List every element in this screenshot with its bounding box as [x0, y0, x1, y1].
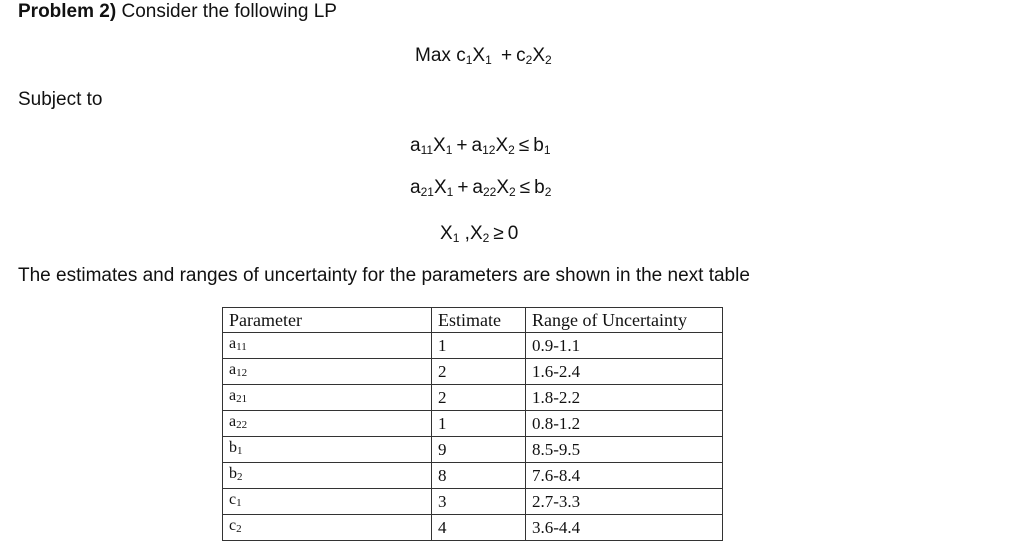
parameter-subscript: 21 [236, 393, 248, 405]
estimate-cell: 4 [432, 515, 526, 541]
coef-sub: 22 [483, 185, 497, 199]
rhs: b [534, 177, 545, 198]
var-sub: 2 [509, 185, 516, 199]
parameter-subscript: 22 [236, 419, 248, 431]
objective-max: Max [415, 45, 451, 66]
coef: a [410, 177, 421, 198]
var-sub: 2 [482, 231, 490, 245]
parameter-cell [223, 385, 432, 411]
parameter-cell [223, 333, 432, 359]
problem-heading [18, 1, 337, 23]
range-cell: 1.8-2.2 [526, 385, 723, 411]
column-header: Estimate [432, 308, 526, 333]
greater-equal: ≥ [493, 223, 504, 244]
estimate-cell: 9 [432, 437, 526, 463]
objective-var: X [472, 45, 486, 66]
objective-coef: c [516, 45, 526, 66]
estimate-cell: 8 [432, 463, 526, 489]
range-cell: 2.7-3.3 [526, 489, 723, 515]
var-sub: 1 [446, 185, 454, 199]
parameter-symbol: a [229, 361, 237, 378]
parameter-symbol: a [229, 335, 237, 352]
coef-sub: 12 [482, 143, 496, 157]
subject-to-label: Subject to [18, 89, 103, 110]
coef: a [472, 177, 483, 198]
parameter-cell [223, 437, 432, 463]
estimate-cell: 1 [432, 333, 526, 359]
table-row [223, 489, 723, 515]
problem-number: Problem 2) [18, 1, 117, 22]
parameter-table [222, 307, 723, 541]
parameter-symbol: a [229, 413, 237, 430]
parameter-subscript: 11 [236, 341, 247, 353]
parameter-symbol: b [229, 439, 237, 456]
table-row [223, 463, 723, 489]
separator: , [459, 223, 470, 244]
less-equal: ≤ [519, 177, 531, 198]
objective-coef: c [456, 45, 466, 66]
var-sub: 2 [508, 143, 515, 157]
range-cell: 8.5-9.5 [526, 437, 723, 463]
parameter-cell [223, 489, 432, 515]
estimate-cell: 3 [432, 489, 526, 515]
parameter-symbol: a [229, 387, 237, 404]
column-header: Range of Uncertainty [526, 308, 723, 333]
rhs-sub: 1 [543, 143, 551, 157]
problem-statement: Consider the following LP [121, 1, 337, 22]
parameter-cell [223, 515, 432, 541]
parameter-symbol: b [229, 465, 237, 482]
objective-var: X [532, 45, 546, 66]
parameter-subscript: 1 [236, 497, 242, 509]
table-row [223, 385, 723, 411]
table-row [223, 437, 723, 463]
range-cell: 0.9-1.1 [526, 333, 723, 359]
var: X [433, 177, 447, 198]
coef-sub: 11 [420, 143, 434, 157]
constraint-1 [410, 135, 551, 157]
range-cell: 1.6-2.4 [526, 359, 723, 385]
parameter-cell [223, 359, 432, 385]
coef: a [410, 135, 421, 156]
var-sub: 1 [452, 231, 460, 245]
var: X [496, 177, 510, 198]
parameter-subscript: 12 [236, 367, 248, 379]
objective-var-sub: 2 [545, 53, 552, 67]
range-cell: 7.6-8.4 [526, 463, 723, 489]
objective-var-sub: 1 [485, 53, 492, 67]
var: X [433, 135, 446, 156]
table-row [223, 515, 723, 541]
var: X [469, 223, 483, 244]
objective-coef-sub: 1 [465, 53, 473, 67]
table-row [223, 411, 723, 437]
parameter-cell [223, 463, 432, 489]
table-header-row [223, 308, 723, 333]
coef: a [471, 135, 483, 156]
nonnegativity-constraint [440, 223, 518, 245]
parameter-subscript: 2 [237, 471, 243, 483]
objective-plus: + [501, 45, 513, 66]
table-intro: The estimates and ranges of uncertainty for the parameters are shown in the next table [18, 265, 750, 286]
coef-sub: 21 [420, 185, 434, 199]
estimate-cell: 2 [432, 385, 526, 411]
estimate-cell: 1 [432, 411, 526, 437]
parameter-subscript: 1 [237, 445, 243, 457]
less-equal: ≤ [518, 135, 530, 156]
rhs: b [533, 135, 544, 156]
table-row [223, 359, 723, 385]
parameter-symbol: c [229, 491, 237, 508]
constraint-2 [410, 177, 551, 199]
parameter-cell [223, 411, 432, 437]
table-row [223, 333, 723, 359]
rhs: 0 [507, 223, 519, 244]
var: X [440, 223, 453, 244]
var-sub: 1 [445, 143, 453, 157]
objective-function [415, 45, 552, 67]
estimate-cell: 2 [432, 359, 526, 385]
parameter-symbol: c [229, 517, 237, 534]
plus: + [456, 135, 468, 156]
plus: + [457, 177, 469, 198]
rhs-sub: 2 [544, 185, 552, 199]
range-cell: 0.8-1.2 [526, 411, 723, 437]
var: X [495, 135, 509, 156]
range-cell: 3.6-4.4 [526, 515, 723, 541]
parameter-subscript: 2 [236, 523, 242, 535]
objective-coef-sub: 2 [525, 53, 533, 67]
column-header: Parameter [223, 308, 432, 333]
